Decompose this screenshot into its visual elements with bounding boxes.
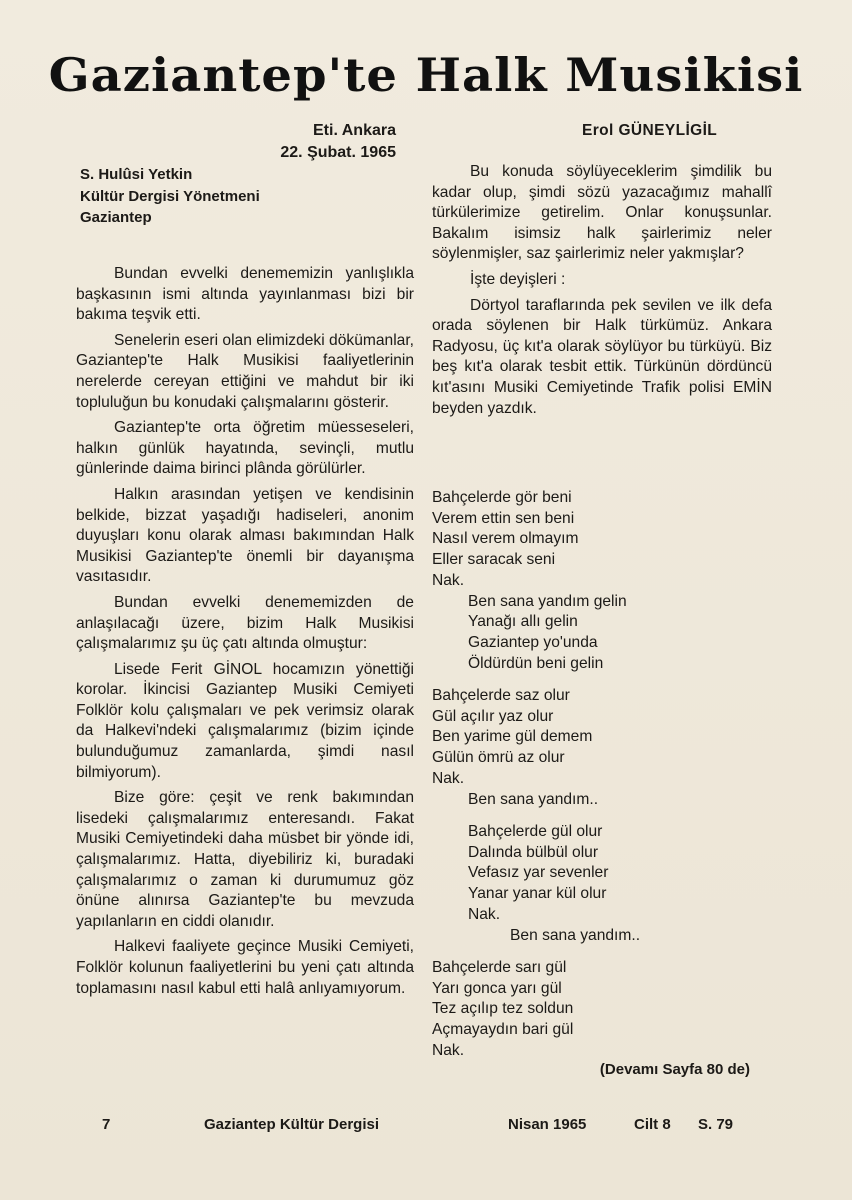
left-column-text: [76, 264, 414, 1004]
poem-line: Vefasız yar sevenler: [468, 864, 609, 882]
poem-stanza-4: [432, 958, 772, 1062]
paragraph: Bundan evvelki denememizin yanlışlıkla başkasının ismi altında yayınlanması bizi bir bakıma teşvik etti.: [76, 265, 414, 324]
paragraph: Halkın arasından yetişen ve kendisinin belkide, bizzat yaşadığı hadiseleri, anonim duyuşları konu olarak alması bakımından Halk Musikisi Gaziantep'te önemli bir dayanışma vasıtasıdır.: [76, 485, 414, 586]
paragraph: Halkevi faaliyete geçince Musiki Cemiyeti, Folklör kolunun faaliyetlerini bu yeni çatı altında toplamasını nasıl kabul etti halâ anlıyamıyorum.: [76, 938, 414, 997]
poem-refrain-line: Gaziantep yo'unda: [468, 633, 598, 651]
poem-line: Bahçelerde gül olur: [468, 823, 603, 840]
paragraph: Gaziantep'te orta öğretim müesseseleri, halkın günlük hayatında, sevinçli, mutlu günlerinde daima birinci plânda görülürler.: [76, 419, 414, 478]
author-name: Erol GÜNEYLİGİL: [582, 122, 718, 139]
addressee-title: Kültür Dergisi Yönetmeni: [80, 187, 260, 205]
addressee-name: S. Hulûsi Yetkin: [80, 166, 193, 183]
poem-line: Yanar yanar kül olur: [468, 885, 607, 903]
poem-refrain-line: Ben sana yandım..: [510, 926, 641, 944]
poem-line: Eller saracak seni: [432, 551, 556, 569]
paragraph: Senelerin eseri olan elimizdeki dökümanlar, Gaziantep'te Halk Musikisi faaliyetlerinin nerelerde cereyan ettiğini ve mahdut bir iki topluluğun bu konudaki çalışmalarını gösterir.: [76, 331, 414, 411]
paragraph: Bize göre: çeşit ve renk bakımından lisedeki çalışmalarımız enteresandı. Fakat Musiki Cemiyetindeki daha müsbet bir yönde idi, çalışmalarımız. Hatta, diyebiliriz ki, buradaki çalışmalarımız o zaman ki durumumuz göz önüne alınırsa Gaziantep'te bu mevzuda yapılanların en ciddi olanıdır.: [76, 789, 414, 930]
poem-refrain-line: Ben sana yandım gelin: [468, 592, 627, 610]
letter-addressee: [80, 164, 260, 229]
journal-name: Gaziantep Kültür Dergisi: [204, 1116, 380, 1133]
issue-date: Nisan 1965: [508, 1116, 587, 1133]
article-title: Gaziantep'te Halk Musikisi: [48, 49, 804, 103]
paragraph: İşte deyişleri :: [470, 270, 566, 288]
poem-line: Nasıl verem olmayım: [432, 530, 579, 548]
poem-line: Nak.: [432, 769, 465, 787]
poem-line: Bahçelerde gör beni: [432, 489, 572, 506]
poem-line: Gül açılır yaz olur: [432, 707, 554, 725]
paragraph: Dörtyol taraflarında pek sevilen ve ilk defa orada söylenen bir Halk türkümüz. Ankara Radyosu, üç kıt'a olarak söylüyor bu türküyü. Biz beş kıt'a olarak tesbit ettik. Türkünün dördüncü kıt'asını Musiki Cemiyetinde Trafik polisi EMİN beyden yazdık.: [432, 296, 772, 417]
poem-stanza-2: [432, 686, 772, 810]
letter-place: Eti. Ankara: [313, 122, 396, 139]
poem-refrain-line: Öldürdün beni gelin: [468, 654, 604, 672]
addressee-city: Gaziantep: [80, 209, 152, 226]
poem-line: Nak.: [468, 905, 501, 923]
poem-line: Tez açılıp tez soldun: [432, 1000, 574, 1018]
page-number: 7: [102, 1116, 111, 1133]
poem-line: Bahçelerde sarı gül: [432, 959, 567, 976]
poem-refrain-line: Yanağı allı gelin: [468, 613, 578, 631]
poem-refrain-line: Ben sana yandım..: [468, 790, 599, 808]
continued-note: (Devamı Sayfa 80 de): [599, 1061, 750, 1078]
poem-line: Bahçelerde saz olur: [432, 687, 570, 704]
poem-line: Yarı gonca yarı gül: [432, 979, 562, 997]
paragraph: Lisede Ferit GİNOL hocamızın yönettiği korolar. İkincisi Gaziantep Musiki Cemiyeti Folklör kolu çalışmaları ve pek verimsiz olarak da Halkevi'ndeki çalışmalarımız (bizim içinde bulunduğumuz zamanlarda, şimdi nasıl bilmiyorum).: [76, 660, 414, 781]
poem-line: Nak.: [432, 1041, 465, 1059]
volume-number: Cilt 8: [634, 1116, 671, 1133]
letter-date: 22. Şubat. 1965: [280, 144, 396, 161]
poem-line: Gülün ömrü az olur: [432, 749, 565, 767]
poem-line: Verem ettin sen beni: [432, 509, 575, 527]
poem-stanza-1: [432, 488, 772, 674]
paragraph: Bu konuda söylüyeceklerim şimdilik bu kadar olup, şimdi sözü yazacağımız mahallî türkülerimize getirelim. Onlar konuşsunlar. Bakalım isimsiz halk şairlerimiz neler söylenmişler, saz şairlerimiz neler yakmışlar?: [432, 163, 772, 263]
letter-place-date: [196, 120, 396, 164]
poem-line: Dalında bülbül olur: [468, 843, 599, 861]
poem-stanza-3: [432, 822, 772, 946]
issue-number: S. 79: [698, 1116, 734, 1133]
right-column-text: [432, 162, 772, 424]
poem-line: Açmayaydın bari gül: [432, 1021, 574, 1039]
paragraph: Bundan evvelki denememizden de anlaşılacağı üzere, bizim Halk Musikisi çalışmalarımız şu üç çatı altında olmuştur:: [76, 593, 414, 653]
poem-line: Ben yarime gül demem: [432, 728, 593, 746]
poem-line: Nak.: [432, 571, 465, 589]
